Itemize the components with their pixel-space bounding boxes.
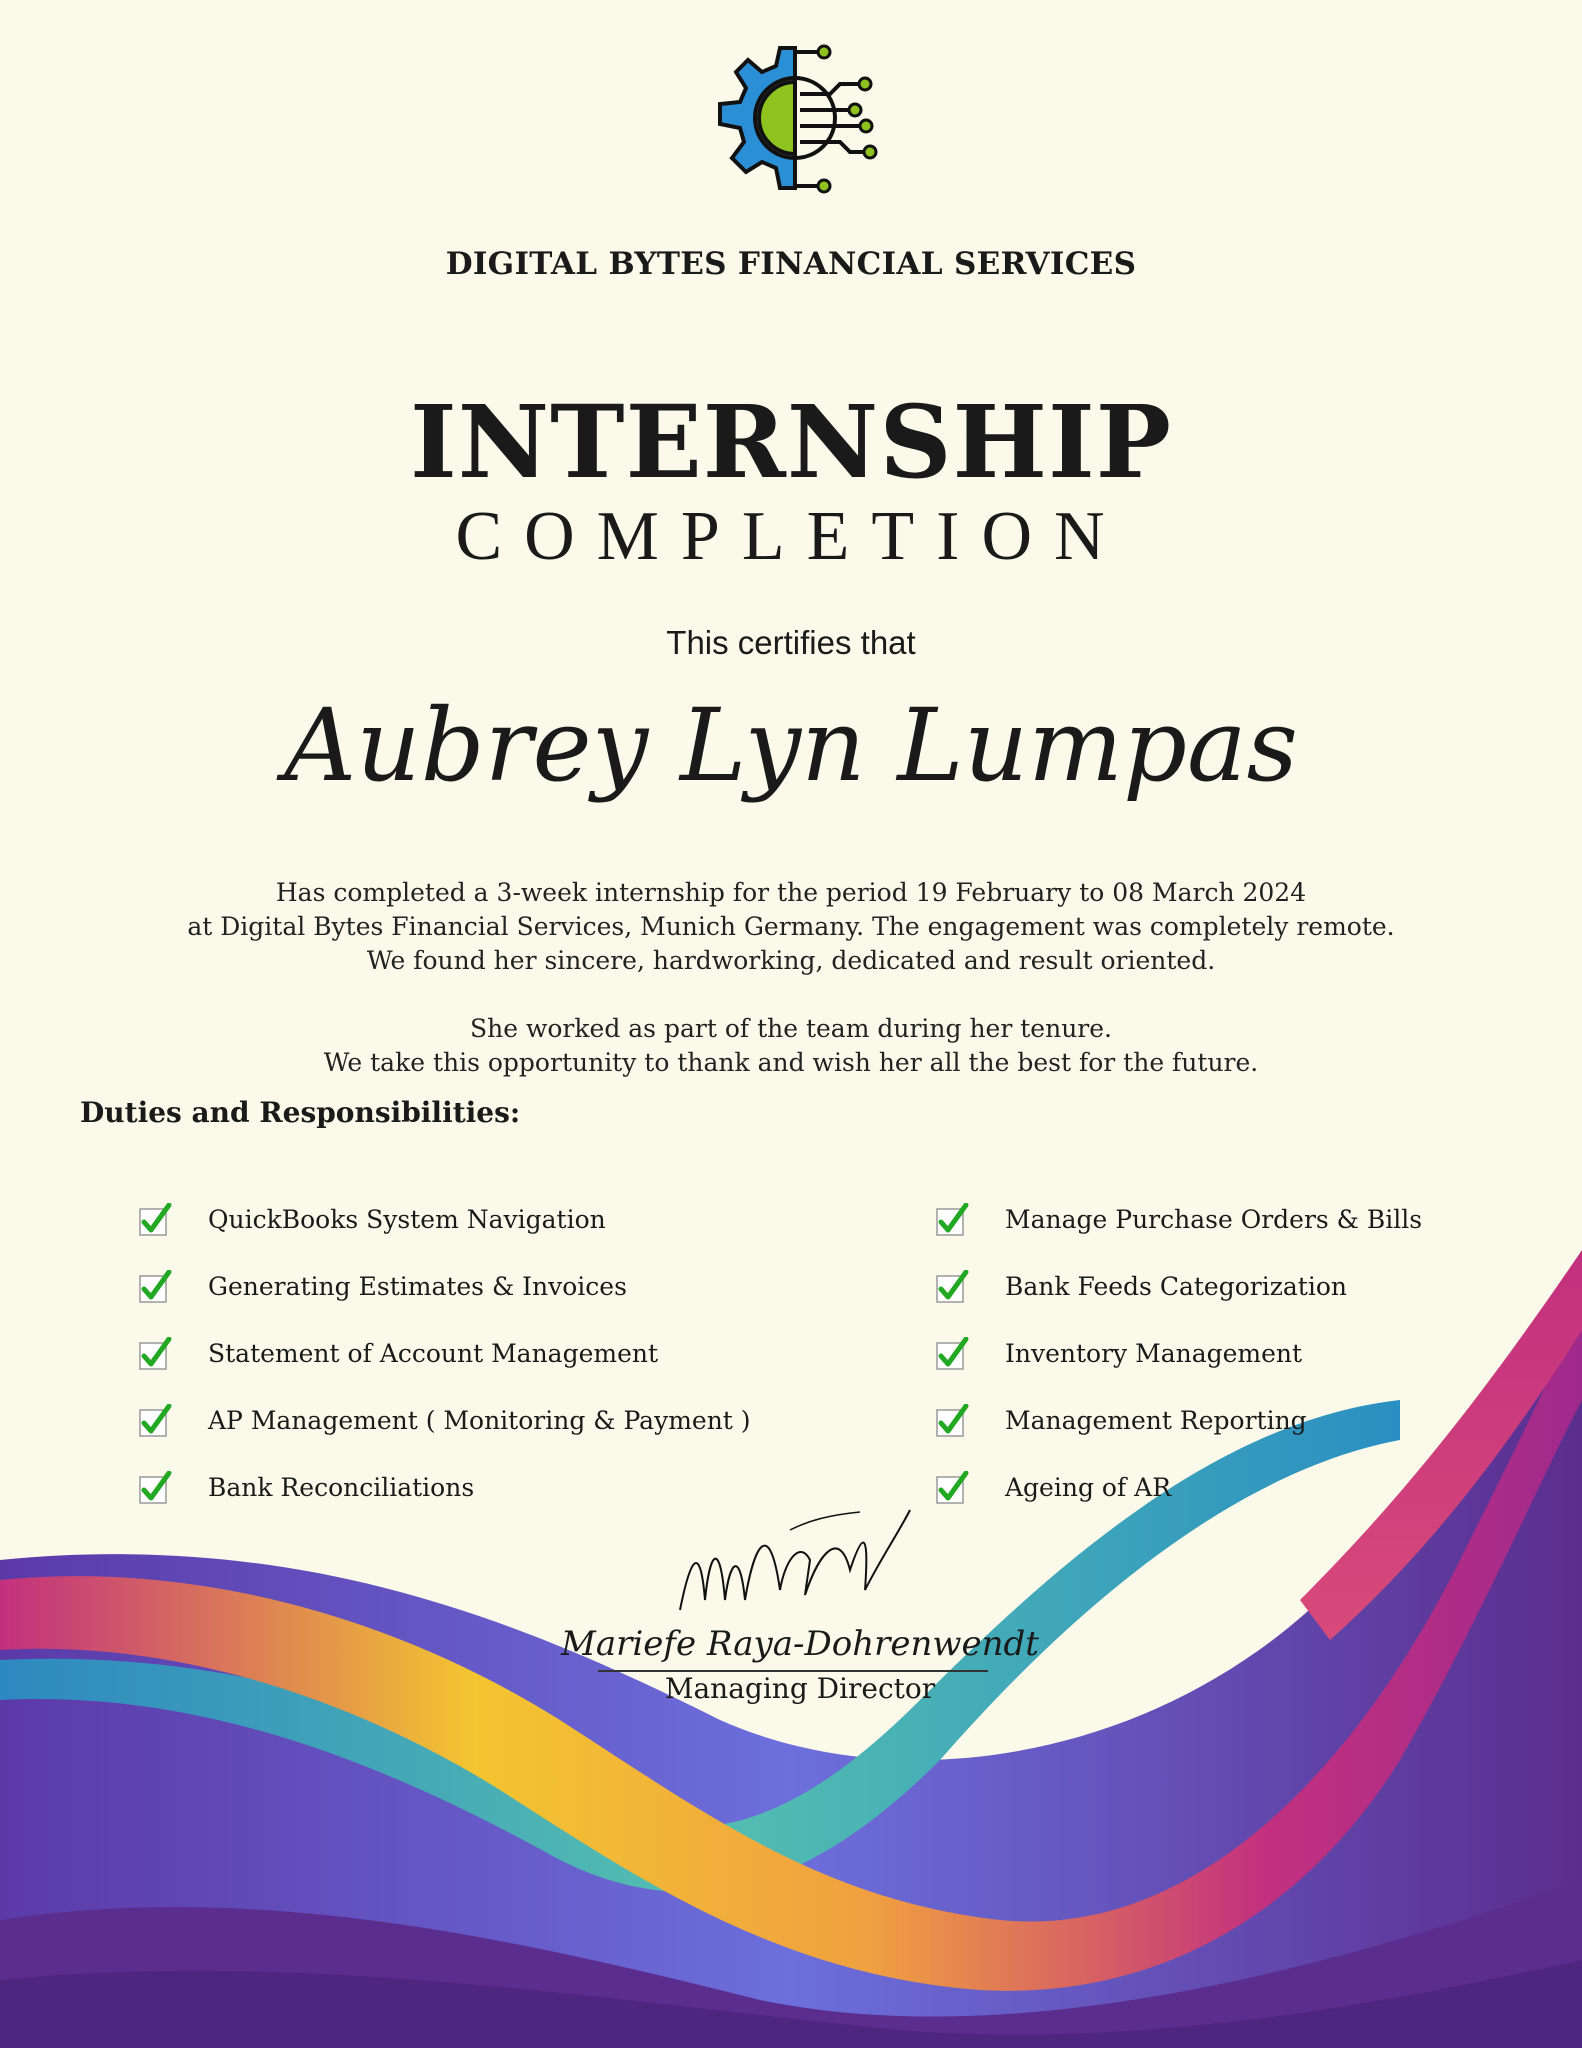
duty-item [935,1320,1535,1387]
company-name: DIGITAL BYTES FINANCIAL SERVICES [445,246,1137,282]
green-checkmark-icon [138,1203,172,1237]
duty-label: QuickBooks System Navigation [208,1205,606,1234]
duty-label: Bank Feeds Categorization [1005,1272,1347,1301]
recipient-name: Aubrey Lyn Lumpas [284,687,1298,804]
certifies-text: This certifies that [666,624,916,661]
handwritten-signature [660,1500,920,1620]
body-line: She worked as part of the team during her tenure. [470,1014,1112,1043]
duty-item [935,1253,1535,1320]
signatory-name: Mariefe Raya-Dohrenwendt [561,1624,1039,1664]
green-checkmark-icon [138,1270,172,1304]
body-line: at Digital Bytes Financial Services, Munich Germany. The engagement was completely remote. [187,912,1395,941]
green-checkmark-icon [138,1471,172,1505]
green-checkmark-icon [138,1404,172,1438]
duty-item [138,1186,898,1253]
duty-label: Inventory Management [1005,1339,1303,1368]
body-line: Has completed a 3-week internship for the period 19 February to 08 March 2024 [275,878,1307,907]
duty-item [935,1387,1535,1454]
green-checkmark-icon [935,1203,969,1237]
duty-item [935,1186,1535,1253]
duty-item [138,1387,898,1454]
green-checkmark-icon [935,1270,969,1304]
duty-label: Manage Purchase Orders & Bills [1005,1205,1423,1234]
signatory-title: Managing Director [664,1672,936,1705]
duty-label: Statement of Account Management [208,1339,659,1368]
certificate-title: INTERNSHIP [409,383,1172,501]
duty-label: Bank Reconciliations [208,1473,475,1502]
body-line: We found her sincere, hardworking, dedicated and result oriented. [366,946,1216,975]
duty-label: Ageing of AR [1005,1473,1172,1502]
green-checkmark-icon [935,1337,969,1371]
duty-item [138,1320,898,1387]
green-checkmark-icon [138,1337,172,1371]
duties-right-column [935,1186,1535,1521]
body-line: We take this opportunity to thank and wish her all the best for the future. [323,1048,1259,1077]
duty-item [138,1253,898,1320]
gear-circuit-logo-icon [700,36,890,226]
duties-left-column [138,1186,898,1521]
duty-label: Management Reporting [1005,1406,1307,1435]
green-checkmark-icon [935,1404,969,1438]
signature-block [540,1500,1060,1720]
certificate-subtitle: COMPLETION [455,498,1127,575]
duty-label: Generating Estimates & Invoices [208,1272,627,1301]
certificate-body [100,876,1482,1080]
duties-heading: Duties and Responsibilities: [80,1096,521,1129]
duty-label: AP Management ( Monitoring & Payment ) [208,1406,751,1435]
